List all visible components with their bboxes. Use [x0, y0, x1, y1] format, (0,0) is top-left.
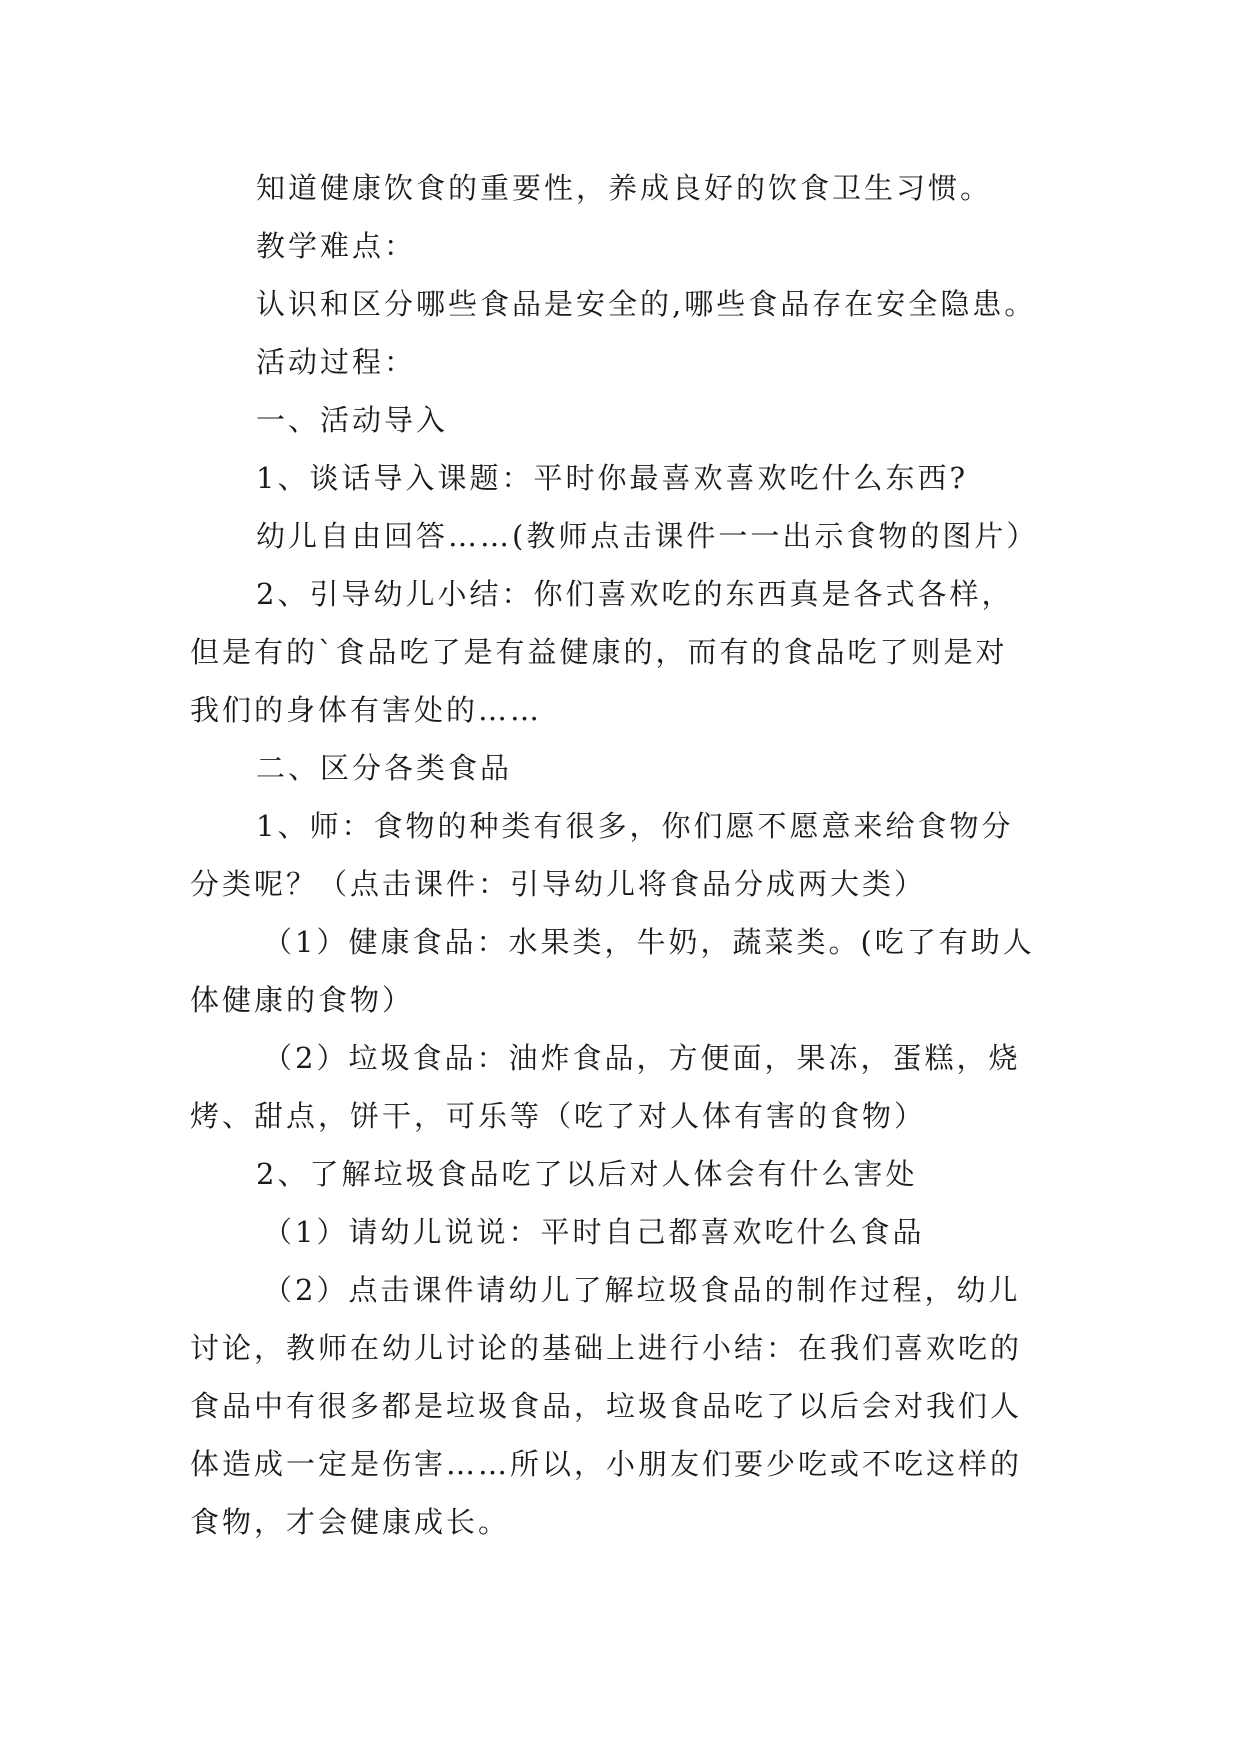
- section-heading: 一、活动导入: [256, 403, 449, 437]
- paragraph-line: 食品中有很多都是垃圾食品，垃圾食品吃了以后会对我们人: [190, 1389, 1023, 1423]
- paragraph-line: 体造成一定是伤害……所以，小朋友们要少吃或不吃这样的: [190, 1447, 1023, 1481]
- paragraph-line: 知道健康饮食的重要性，养成良好的饮食卫生习惯。: [256, 171, 993, 205]
- paragraph-line: （2）点击课件请幼儿了解垃圾食品的制作过程，幼儿: [263, 1273, 1021, 1307]
- paragraph-line: 1、师：食物的种类有很多，你们愿不愿意来给食物分: [256, 809, 1014, 843]
- section-heading: 活动过程：: [256, 345, 417, 379]
- paragraph-line: 分类呢？（点击课件：引导幼儿将食品分成两大类）: [190, 867, 927, 901]
- paragraph-line: 2、引导幼儿小结：你们喜欢吃的东西真是各式各样，: [256, 577, 1014, 611]
- paragraph-line: 2、了解垃圾食品吃了以后对人体会有什么害处: [256, 1157, 918, 1191]
- section-heading: 二、区分各类食品: [256, 751, 513, 785]
- paragraph-line: （1）健康食品：水果类，牛奶，蔬菜类。(吃了有助人: [263, 925, 1035, 959]
- paragraph-line: 但是有的`食品吃了是有益健康的，而有的食品吃了则是对: [190, 635, 1008, 669]
- paragraph-line: 讨论，教师在幼儿讨论的基础上进行小结：在我们喜欢吃的: [190, 1331, 1023, 1365]
- paragraph-line: （2）垃圾食品：油炸食品，方便面，果冻，蛋糕，烧: [263, 1041, 1021, 1075]
- paragraph-line: 体健康的食物）: [190, 983, 415, 1017]
- paragraph-line: 烤、甜点，饼干，可乐等（吃了对人体有害的食物）: [190, 1099, 927, 1133]
- paragraph-line: 我们的身体有害处的……: [190, 693, 543, 727]
- paragraph-line: 食物，才会健康成长。: [190, 1505, 511, 1539]
- section-heading: 教学难点：: [256, 229, 417, 263]
- paragraph-line: （1）请幼儿说说：平时自己都喜欢吃什么食品: [263, 1215, 925, 1249]
- paragraph-line: 1、谈话导入课题：平时你最喜欢喜欢吃什么东西?: [256, 461, 968, 495]
- paragraph-line: 幼儿自由回答……(教师点击课件一一出示食物的图片）: [256, 519, 1039, 553]
- paragraph-line: 认识和区分哪些食品是安全的,哪些食品存在安全隐患。: [256, 287, 1037, 321]
